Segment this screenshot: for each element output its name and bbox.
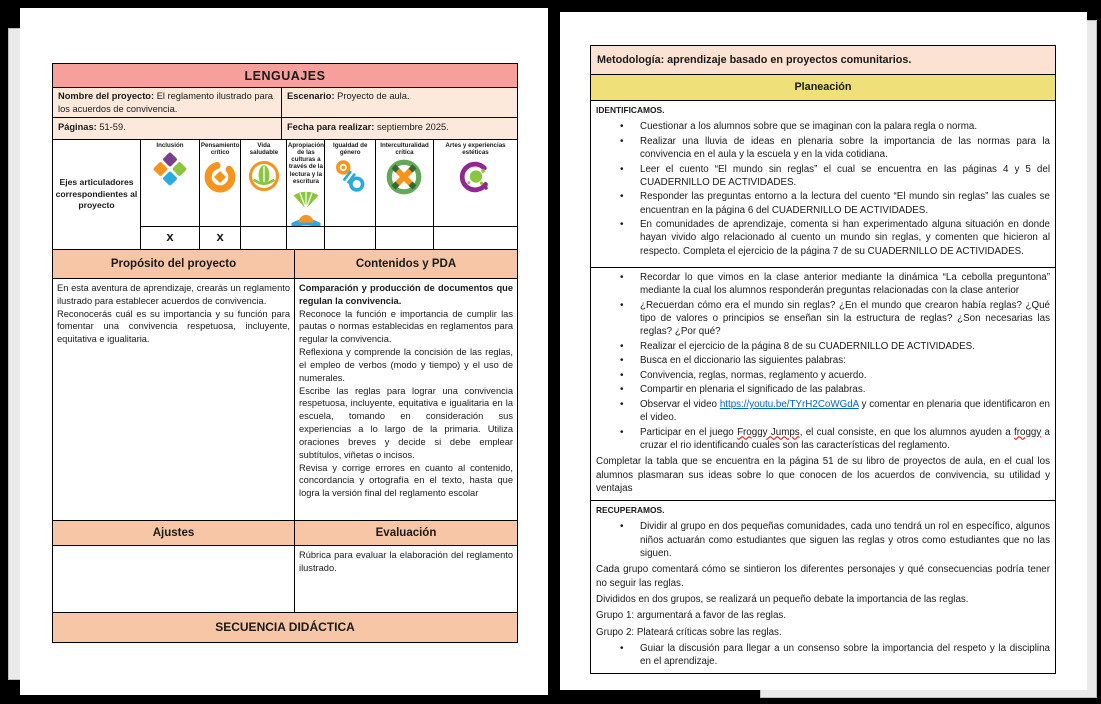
completar-tabla-paragraph: Completar la tabla que se encuentra en la página 51 de su libro de proyectos de aula, en el cual los alumnos plasmaran sus ideas sobre lo que conocen de los acuerdos de convivencia, su utilidad y ventajas: [596, 456, 1050, 494]
bullet-marker: •: [620, 642, 624, 654]
text-run: Busca en el diccionario las siguientes palabras:: [640, 355, 846, 367]
evaluacion-text-cell: [295, 546, 517, 612]
vida-saludable-icon: [246, 158, 282, 194]
eje-icon-slot: [385, 157, 423, 226]
text-run: Observar el video: [640, 398, 720, 410]
ajustes-header: Ajustes: [53, 521, 295, 545]
contents-paragraph: Revisa y corrige errores en cuanto al contenido, concordancia y ortografía en el texto, hasta que logra la versión final del reglamento escolar: [299, 462, 513, 499]
eje-name: Inclusión: [156, 142, 184, 149]
bullet-item: [618, 135, 1050, 162]
bullet-marker: •: [620, 163, 624, 175]
text-run: Participar en el juego: [640, 426, 738, 438]
bullet-marker: •: [620, 340, 624, 352]
contents-bold-title: Comparación y producción de documentos que regulan la convivencia.: [299, 283, 513, 306]
bullet-marker: •: [620, 426, 624, 438]
planeacion-table: [590, 45, 1056, 674]
bullet-item: [618, 340, 1050, 354]
project-name-row: [53, 88, 517, 118]
bullet-text: [640, 218, 1050, 258]
apropiacion-culturas-icon: [287, 187, 324, 227]
pages-label: Páginas:: [58, 122, 97, 132]
eje-name: Apropiación de las culturas a través de la lectura y la escritura: [287, 142, 324, 185]
pages-cell: [53, 118, 282, 139]
eje-icon-slot: [246, 157, 282, 226]
bullet-text: [640, 120, 1050, 134]
eje-column: [433, 140, 517, 249]
bullet-item: [618, 398, 1050, 425]
pensamiento-critico-icon: [201, 158, 239, 196]
text-run: Cuestionar a los alumnos sobre que se imaginan con la palara regla o norma.: [640, 121, 978, 133]
bullet-item: [618, 426, 1050, 453]
text-run: Compartir en plenaria el significado de las palabras.: [640, 384, 866, 396]
bullet-text: [640, 398, 1050, 425]
eje-header: [325, 140, 375, 226]
bullet-item: [618, 642, 1050, 669]
dinamica-bullet-list: [596, 271, 1050, 452]
eje-mark-cell: x: [141, 226, 199, 249]
bullet-item: [618, 163, 1050, 190]
bullet-marker: •: [620, 369, 624, 381]
bullet-text: [640, 163, 1050, 190]
left-page: [20, 8, 548, 695]
eje-name: Interculturalidad crítica: [380, 142, 429, 157]
text-run: y comentar en plenaria que identificaron en el video.: [640, 398, 1050, 424]
pages-value: 51-59.: [99, 122, 126, 132]
recuperamos-paragraph: Grupo 1: argumentará a favor de las reglas.: [596, 610, 787, 622]
bullet-item: [618, 299, 1050, 339]
eje-mark-cell: [241, 226, 286, 249]
interculturalidad-critica-icon: [385, 158, 423, 196]
text-run: En comunidades de aprendizaje, comenta si han experimentado alguna situación en donde hayan vivido algo relacionado al cuento un mundo sin reglas, y comenten que hicieron al respecto. Completa el ejercicio de la página 7 de su CUADERNILLO DE ACTIVIDADES.: [640, 218, 1050, 257]
scenario-label: Escenario:: [287, 91, 335, 101]
eje-header: [141, 140, 199, 226]
text-run: Realizar una lluvia de ideas en plenaria sobre la importancia de las normas para la convivencia en el aula y la escuela y en la vida cotidiana.: [640, 136, 1050, 161]
recuperamos-heading: RECUPERAMOS.: [596, 505, 665, 515]
text-run: Leer el cuento “El mundo sin reglas” el cual se encuentra en las páginas 4 y 5 del CUADERNILLO DE ACTIVIDADES.: [640, 163, 1050, 188]
text-run: ¿Recuerdan cómo era el mundo sin reglas? ¿En el mundo que crearon había reglas? ¿Qué tipo de valores o principios se enseñan sin la estructura de reglas? ¿Son necesarias las reglas? ¿Por qué?: [640, 299, 1050, 338]
eje-name: Vida saludable: [249, 142, 279, 157]
contents-paragraph: Escribe las reglas para lograr una convivencia respetuosa, incluyente, equitativa e igualitaria en la escuela, tomando en consideración sus experiencias a lo largo de la primaria. Utiliza oraciones breves y decide si debe emplear subtítulos, viñetas o incisos.: [299, 385, 513, 460]
bullet-marker: •: [620, 521, 624, 533]
bullet-item: [618, 190, 1050, 217]
eje-icon-slot: [456, 157, 494, 226]
purpose-paragraph: Reconocerás cuál es su importancia y su función para fomentar una convivencia respetuosa, incluyente, equitativa e igualitaria.: [57, 308, 290, 345]
pages-date-row: [53, 118, 517, 140]
bullet-marker: •: [620, 191, 624, 203]
bullet-marker: •: [620, 218, 624, 230]
igualdad-genero-icon: [332, 158, 368, 194]
scenario-value: Proyecto de aula.: [337, 91, 410, 101]
ajustes-evaluacion-header-row: [53, 521, 517, 546]
eje-name: Pensamiento crítico: [200, 142, 240, 157]
text-run: el cual consiste, en que los alumnos ayuden a: [802, 426, 1015, 438]
purpose-text-cell: [53, 279, 295, 520]
bullet-marker: •: [620, 398, 624, 410]
recuperamos-paragraph: Grupo 2: Plateará críticas sobre las reglas.: [596, 626, 782, 638]
bullet-text: [640, 642, 1050, 669]
subject-title: LENGUAJES: [53, 64, 517, 88]
bullet-item: [618, 271, 1050, 298]
eje-icon-slot: [287, 186, 324, 227]
right-page: [560, 12, 1087, 690]
text-run: froggy: [1014, 426, 1042, 438]
eje-column: [324, 140, 375, 249]
bullet-text: [640, 520, 1050, 560]
eje-header: [241, 140, 286, 226]
scenario-cell: [282, 88, 517, 117]
bullet-marker: •: [620, 299, 624, 311]
ajustes-evaluacion-body-row: [53, 546, 517, 613]
bullet-text: [640, 190, 1050, 217]
bullet-text: [640, 340, 1050, 354]
date-cell: [282, 118, 517, 139]
bullet-text: [640, 135, 1050, 162]
eje-mark-cell: [287, 226, 324, 249]
text-run: Convivencia, reglas, normas, reglamento y acuerdo.: [640, 369, 867, 381]
recuperamos-paragraph: Cada grupo comentará cómo se sintieron los diferentes personajes y qué consecuencias podría tener no seguir las reglas.: [596, 564, 1050, 589]
secuencia-didactica-header: SECUENCIA DIDÁCTICA: [53, 613, 517, 642]
lenguajes-planning-table: [52, 63, 518, 643]
contents-paragraphs: [299, 308, 513, 500]
recuperamos-paragraphs: [596, 563, 1050, 639]
contents-paragraph: Reflexiona y comprende la concisión de las reglas, el empleo de verbos (modo y tiempo) y el uso de numerales.: [299, 347, 513, 383]
video-link[interactable]: https://youtu.be/TYrH2CoWGdA: [719, 398, 859, 410]
recuperamos-block: [591, 501, 1055, 673]
identificamos-heading: IDENTIFICAMOS.: [596, 105, 665, 115]
recuperamos-paragraph: Divididos en dos grupos, se realizará un pequeño debate la importancia de las reglas.: [596, 593, 969, 605]
artes-experiencias-icon: [456, 158, 494, 196]
bullet-marker: •: [620, 384, 624, 396]
identificamos-bullet-list: [596, 120, 1050, 257]
identificamos-block: [591, 101, 1055, 268]
bullet-item: [618, 369, 1050, 383]
ejes-articuladores-row: [53, 140, 517, 250]
ejes-articuladores-label: Ejes articuladores correspondientes al proyecto: [55, 176, 138, 211]
contents-text-cell: [295, 279, 517, 520]
bullet-text: [640, 369, 1050, 383]
eje-mark-cell: [376, 226, 433, 249]
eje-column: [286, 140, 324, 249]
purpose-paragraph: En esta aventura de aprendizaje, crearás un reglamento ilustrado para establecer acuerdos de convivencia.: [57, 283, 290, 306]
purpose-contents-header-row: [53, 250, 517, 279]
dinamica-block: [591, 268, 1055, 501]
date-value: septiembre 2025.: [376, 122, 449, 132]
bullet-text: [640, 383, 1050, 397]
metodologia-row: Metodología: aprendizaje basado en proyectos comunitarios.: [591, 46, 1055, 75]
project-name-value: El reglamento ilustrado para los acuerdos de convivencia.: [58, 91, 273, 114]
bullet-item: [618, 520, 1050, 560]
eje-icon-slot: [332, 157, 368, 226]
eje-mark-cell: x: [200, 226, 241, 249]
bullet-text: [640, 426, 1050, 453]
ajustes-text-cell: [53, 546, 295, 612]
bullet-item: [618, 120, 1050, 134]
text-run: a cruzar el rio identificando cuales son las características del reglamento.: [640, 426, 1051, 451]
text-run: Froggy Jumps,: [737, 426, 803, 438]
planeacion-header: Planeación: [591, 75, 1055, 101]
text-run: Realizar el ejercicio de la página 8 de su CUADERNILLO DE ACTIVIDADES.: [640, 340, 975, 352]
eje-column: [240, 140, 286, 249]
eje-header: [287, 140, 324, 226]
project-name-cell: [53, 88, 282, 117]
eje-icon-slot: [201, 157, 239, 226]
bullet-text: [640, 354, 1050, 368]
eje-mark-cell: [325, 226, 375, 249]
eje-column: [140, 140, 199, 249]
eje-name: Igualdad de género: [333, 142, 368, 157]
text-run: Responder las preguntas entorno a la lectura del cuento “El mundo sin reglas” las cuales se encuentran en la página 6 del CUADERNILLO DE ACTIVIDADES.: [640, 191, 1050, 216]
bullet-marker: •: [620, 355, 624, 367]
text-run: Recordar lo que vimos en la clase anterior mediante la dinámica “La cebolla preguntona” mediante la cual los alumnos responderán preguntas relacionadas con la clase anterior: [640, 272, 1050, 297]
purpose-contents-body-row: [53, 279, 517, 521]
eje-header: [200, 140, 241, 226]
text-run: Guiar la discusión para llegar a un consenso sobre la importancia del respeto y la disciplina en el aprendizaje.: [640, 642, 1050, 668]
text-run: Dividir al grupo en dos pequeñas comunidades, cada uno tendrá un rol en específico, algunos niños actuarán como estudiantes que siguen las reglas y otros como estudiantes que no las siguen.: [640, 521, 1050, 560]
contents-paragraph: Reconoce la función e importancia de cumplir las pautas o normas establecidas en reglamentos para regular la convivencia.: [299, 308, 513, 345]
bullet-item: [618, 354, 1050, 368]
eje-name: Artes y experiencias estéticas: [445, 142, 506, 157]
eje-icon-slot: [152, 150, 188, 226]
date-label: Fecha para realizar:: [287, 122, 375, 132]
inclusion-icon: [152, 151, 188, 187]
project-name-label: Nombre del proyecto:: [58, 91, 155, 101]
eje-column: [199, 140, 241, 249]
eje-mark-cell: [434, 226, 517, 249]
purpose-header: Propósito del proyecto: [53, 250, 295, 278]
evaluacion-text: Rúbrica para evaluar la elaboración del reglamento ilustrado.: [299, 550, 513, 573]
eje-header: [434, 140, 517, 226]
ejes-columns: [140, 140, 517, 249]
evaluacion-header: Evaluación: [375, 527, 437, 539]
recuperamos-bullet-list-2: [596, 642, 1050, 669]
bullet-marker: •: [620, 136, 624, 148]
eje-column: [375, 140, 433, 249]
bullet-text: [640, 271, 1050, 298]
bullet-marker: •: [620, 272, 624, 283]
eje-header: [376, 140, 433, 226]
bullet-item: [618, 383, 1050, 397]
recuperamos-bullet-list-1: [596, 520, 1050, 560]
bullet-marker: •: [620, 121, 624, 133]
bullet-item: [618, 218, 1050, 258]
bullet-text: [640, 299, 1050, 339]
contents-header: Contenidos y PDA: [355, 258, 457, 270]
